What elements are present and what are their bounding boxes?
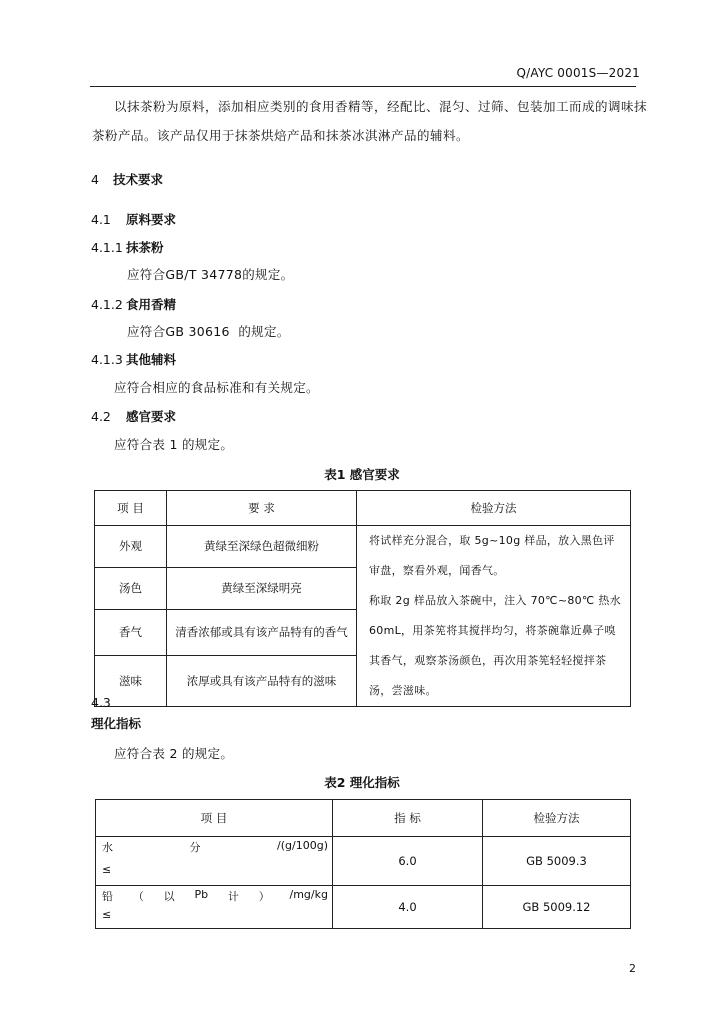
table-row: [96, 886, 631, 929]
table-row: [95, 526, 631, 568]
header-rule: [90, 86, 636, 87]
section-number: 4.1.3: [91, 352, 123, 367]
item-unit: /(g/100g): [277, 839, 328, 852]
item-word: 水: [102, 841, 113, 854]
table-header-row: [95, 491, 631, 526]
section-4-1-1-heading: [91, 238, 164, 256]
section-title: 其他辅料: [126, 352, 177, 367]
section-4-heading: [91, 170, 163, 188]
row-value: 6.0: [333, 837, 483, 886]
section-4-2-text: 应符合表 1 的规定。: [114, 437, 234, 452]
row-requirement: 黄绿至深绿明亮: [167, 567, 357, 609]
intro-line-2: 茶粉产品。该产品仅用于抹茶烘焙产品和抹茶冰淇淋产品的辅料。: [92, 128, 470, 143]
section-4-1-1-text: 应符合GB/T 34778的规定。: [127, 267, 294, 282]
column-header-method: 检验方法: [483, 800, 631, 837]
item-word: （: [132, 890, 144, 903]
section-4-1-2-heading: [91, 295, 176, 313]
section-4-3-number: 4.3: [91, 695, 111, 710]
method-paragraph-2: 称取 2g 样品放入茶碗中，注入 70℃~80℃ 热水 60mL，用茶筅将其搅拌均匀，将茶碗靠近鼻子嗅其香气，观察茶汤颜色，再次用茶筅轻轻搅拌茶汤，尝滋味。: [369, 594, 621, 697]
less-or-equal-symbol: ≤: [102, 908, 112, 921]
column-header-requirement: 要 求: [167, 491, 357, 526]
row-item: 香气: [95, 609, 167, 655]
section-title: 食用香精: [126, 297, 177, 312]
section-number: 4.2: [91, 409, 111, 424]
item-name: [102, 888, 328, 904]
section-title: 原料要求: [126, 212, 177, 227]
section-4-1-3-heading: [91, 350, 176, 368]
column-header-item: 项 目: [95, 491, 167, 526]
less-or-equal-symbol: ≤: [102, 863, 112, 876]
row-item: 汤色: [95, 567, 167, 609]
item-word: 分: [189, 841, 201, 854]
item-word: 以: [163, 890, 175, 903]
document-code: Q/AYC 0001S—2021: [516, 66, 640, 80]
section-4-1-2-text: 应符合GB 30616 的规定。: [127, 324, 290, 339]
row-value: 4.0: [333, 886, 483, 929]
section-4-3-text: 应符合表 2 的规定。: [114, 746, 234, 761]
column-header-method: 检验方法: [357, 491, 631, 526]
section-number: 4: [91, 172, 99, 187]
row-item: [96, 886, 333, 929]
item-unit: /mg/kg: [289, 888, 328, 901]
physicochemical-indicators-table: [95, 799, 631, 929]
section-title: 技术要求: [113, 172, 164, 187]
item-word: 计: [227, 890, 239, 903]
item-word: 铅: [102, 890, 113, 903]
column-header-indicator: 指 标: [333, 800, 483, 837]
intro-line-1: 以抹茶粉为原料，添加相应类别的食用香精等，经配比、混匀、过筛、包装加工而成的调味抹: [114, 99, 648, 114]
row-requirement: 浓厚或具有该产品特有的滋味: [167, 656, 357, 707]
section-title: 抹茶粉: [126, 240, 164, 255]
section-number: 4.1: [91, 212, 111, 227]
inspection-method-cell: [357, 526, 631, 707]
item-name: [102, 839, 328, 855]
section-title: 感官要求: [126, 409, 177, 424]
section-4-1-3-text: 应符合相应的食品标准和有关规定。: [114, 380, 319, 395]
table-header-row: [96, 800, 631, 837]
row-requirement: 黄绿至深绿色超微细粉: [167, 526, 357, 568]
row-item: 滋味: [95, 656, 167, 707]
table-2-caption: 表2 理化指标: [324, 775, 400, 790]
section-number: 4.1.2: [91, 297, 123, 312]
column-header-item: 项 目: [96, 800, 333, 837]
page-number: 2: [629, 962, 636, 975]
row-method: GB 5009.3: [483, 837, 631, 886]
table-row: [96, 837, 631, 886]
table-1-caption: 表1 感官要求: [324, 467, 400, 482]
row-item: [96, 837, 333, 886]
row-item: 外观: [95, 526, 167, 568]
row-requirement: 清香浓郁或具有该产品特有的香气: [167, 609, 357, 655]
row-method: GB 5009.12: [483, 886, 631, 929]
sensory-requirements-table: [94, 490, 631, 707]
section-4-3-title: 理化指标: [91, 716, 142, 731]
section-number: 4.1.1: [91, 240, 123, 255]
section-4-2-heading: [91, 407, 176, 425]
item-word: ）: [258, 890, 270, 903]
method-paragraph-1: 将试样充分混合，取 5g~10g 样品，放入黑色评审盘，察看外观，闻香气。: [369, 534, 615, 577]
section-4-1-heading: [91, 210, 176, 228]
item-word: Pb: [194, 888, 209, 901]
